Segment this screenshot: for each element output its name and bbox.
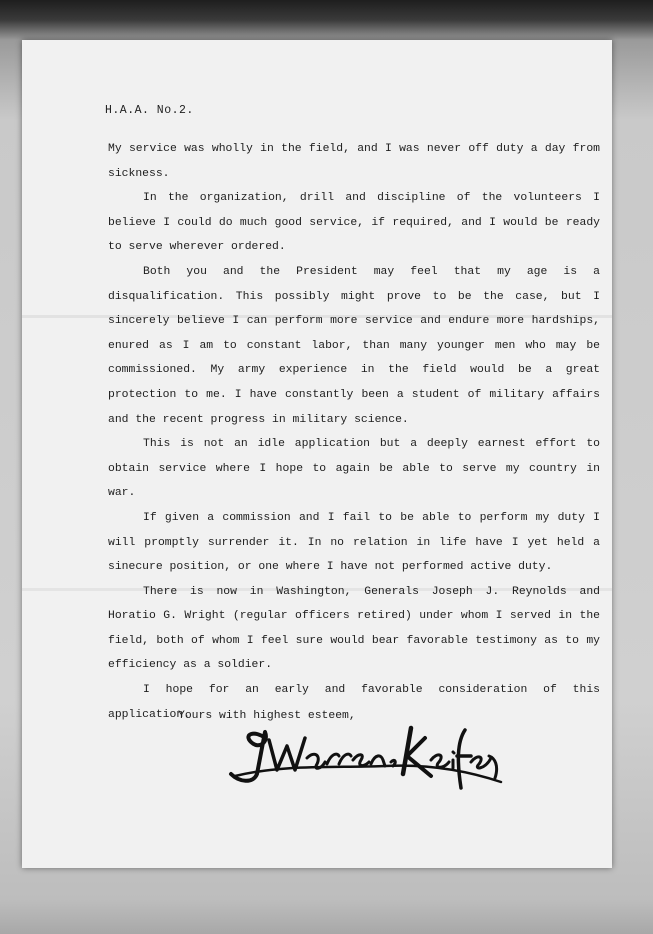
paragraph-application: This is not an idle application but a deeply earnest effort to obtain service where I hope to again be able to serve my country in war. [108,438,600,500]
letter-body [108,137,600,727]
letter-reference: H.A.A. No.2. [105,104,194,117]
closing-line: Yours with highest esteem, [178,710,356,722]
paragraph-request: I hope for an early and favorable consideration of this application. [108,684,600,721]
handwritten-signature [225,712,505,790]
paragraph-service: My service was wholly in the field, and I was never off duty a day from sickness. [108,143,600,180]
paragraph-organization: In the organization, drill and discipline of the volunteers I believe I could do much good service, if required, and I would be ready to serve wherever ordered. [108,192,600,254]
paragraph-generals: There is now in Washington, Generals Joseph J. Reynolds and Horatio G. Wright (regular officers retired) under whom I served in the field, both of whom I feel sure would bear favorable testimony as to my efficiency as a soldier. [108,585,600,672]
paragraph-commission: If given a commission and I fail to be able to perform my duty I will promptly surrender it. In no relation in life have I yet held a sinecure position, or one where I have not performed active duty. [108,511,600,574]
paragraph-age: Both you and the President may feel that my age is a disqualification. This possibly might prove to be the case, but I sincerely believe I can perform more service and endure more hardships, enured as I am to constant labor, than many younger men who may be commissioned. My army experience in the field would be a great protection to me. I have constantly been a student of military affairs and the recent progress in military science. [108,265,600,426]
